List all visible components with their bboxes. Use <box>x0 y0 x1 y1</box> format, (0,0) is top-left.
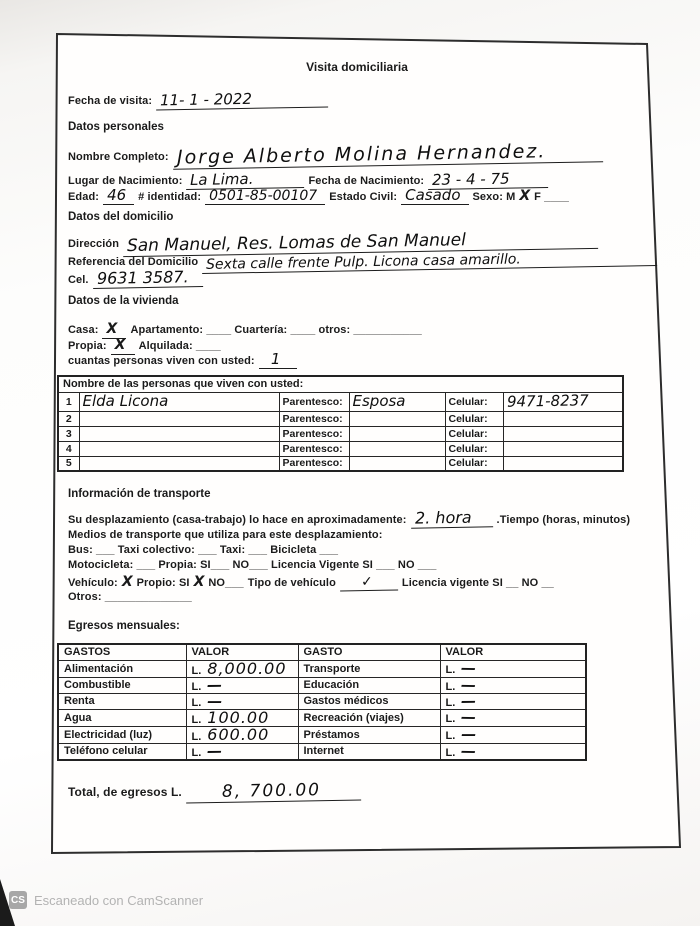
expense-value: — <box>207 691 223 710</box>
table-row <box>58 726 586 743</box>
person-relation: Esposa <box>352 391 406 410</box>
row-number: 1 <box>58 392 79 411</box>
currency-prefix: L. <box>191 730 202 743</box>
visit-date-label: Fecha de visita: <box>68 95 153 107</box>
section-transport: Información de transporte <box>68 488 211 500</box>
commute-label: Su desplazamiento (casa-trabajo) lo hace en aproximadamente: <box>68 514 407 526</box>
expense-value: 600.00 <box>207 724 270 744</box>
total-expenses-label: Total, de egresos L. <box>68 785 182 799</box>
expense-item: Préstamos <box>298 726 440 743</box>
celular-label: Celular: <box>445 456 503 471</box>
vehicle-own-si-checkmark: X <box>193 574 205 590</box>
expense-value: 8,000.00 <box>207 658 287 678</box>
currency-prefix: L. <box>191 696 202 709</box>
expense-item: Educación <box>298 677 440 693</box>
alquilada-label: Alquilada: ____ <box>138 340 221 352</box>
parentesco-label: Parentesco: <box>279 441 349 456</box>
commute-value: 2. hora <box>410 509 492 528</box>
commute-suffix-label: .Tiempo (horas, minutos) <box>496 514 631 526</box>
vehicle-checkmark: X <box>121 574 133 590</box>
celular-label: Celular: <box>445 392 503 411</box>
birth-place-label: Lugar de Nacimiento: <box>68 175 183 187</box>
table-row <box>58 693 586 709</box>
section-domicile: Datos del domicilio <box>68 211 174 223</box>
id-label: # identidad: <box>138 191 202 203</box>
table-row <box>58 441 623 456</box>
parentesco-label: Parentesco: <box>279 426 349 441</box>
license-label: Licencia vigente SI __ NO __ <box>401 577 554 589</box>
currency-prefix: L. <box>445 730 456 742</box>
transport-means-label: Medios de transporte que utiliza para este desplazamiento: <box>68 529 383 541</box>
expense-value: — <box>461 658 477 678</box>
address-label: Dirección <box>68 238 120 250</box>
col-gasto: GASTO <box>298 644 440 660</box>
vehicle-type-label: Tipo de vehículo <box>247 577 336 589</box>
cel-value: 9631 3587. <box>92 269 202 289</box>
expense-item: Gastos médicos <box>298 693 440 709</box>
row-number: 5 <box>58 456 79 471</box>
table-row <box>58 677 586 693</box>
table-row <box>58 743 586 760</box>
expense-item: Agua <box>58 709 186 726</box>
expense-value: — <box>207 675 223 694</box>
cohabitants-table-title: Nombre de las personas que viven con usted: <box>58 376 623 392</box>
expense-value: — <box>461 741 477 760</box>
expense-item: Teléfono celular <box>58 743 186 760</box>
table-row <box>58 426 623 441</box>
section-housing: Datos de la vivienda <box>68 295 179 307</box>
currency-prefix: L. <box>445 713 456 725</box>
others-label: Otros: ______________ <box>68 591 192 603</box>
table-row <box>58 456 623 471</box>
parentesco-label: Parentesco: <box>279 392 349 411</box>
table-row <box>58 392 623 411</box>
expense-item: Alimentación <box>58 660 186 677</box>
parentesco-label: Parentesco: <box>279 411 349 426</box>
celular-label: Celular: <box>445 426 503 441</box>
reference-value: Sexta calle frente Pulp. Licona casa amarillo. <box>202 250 657 274</box>
currency-prefix: L. <box>191 713 202 726</box>
expense-item: Internet <box>298 743 440 760</box>
table-row <box>58 660 586 677</box>
visit-date-value: 11- 1 - 2022 <box>156 91 328 111</box>
celular-label: Celular: <box>445 441 503 456</box>
currency-prefix: L. <box>445 680 456 693</box>
currency-prefix: L. <box>191 746 202 759</box>
reference-label: Referencia del Domicilio <box>68 256 199 268</box>
table-header-row <box>58 644 586 660</box>
persons-count-label: cuantas personas viven con usted: <box>68 355 255 367</box>
currency-prefix: L. <box>191 664 202 677</box>
vehicle-type-checkmark: ✓ <box>340 574 398 591</box>
currency-prefix: L. <box>191 680 202 693</box>
birth-date-label: Fecha de Nacimiento: <box>308 175 425 187</box>
expense-item: Recreación (viajes) <box>298 709 440 726</box>
birth-place-value: La Lima. <box>186 171 304 190</box>
expense-item: Renta <box>58 693 186 709</box>
total-expenses-value: 8, 700.00 <box>186 781 361 803</box>
propia-label: Propia: <box>68 340 107 352</box>
row-number: 3 <box>58 426 79 441</box>
id-value: 0501-85-00107 <box>205 189 325 205</box>
sex-f-label: F ____ <box>534 191 570 203</box>
casa-label: Casa: <box>68 324 99 336</box>
row-number: 4 <box>58 441 79 456</box>
form-content <box>57 33 677 855</box>
motorcycle-line-label: Motocicleta: ___ Propia: SI___ NO___ Licencia Vigente SI ___ NO ___ <box>68 559 437 571</box>
camscanner-watermark <box>9 891 203 909</box>
age-value: 46 <box>103 188 134 205</box>
person-name: Elda Licona <box>82 391 169 410</box>
expense-value: — <box>461 725 477 743</box>
vehicle-own-label: Propio: SI <box>136 577 190 589</box>
persons-count-value: 1 <box>259 352 297 369</box>
expense-value: — <box>207 741 223 760</box>
expense-value: — <box>461 691 477 710</box>
scanned-page <box>51 33 681 855</box>
civil-status-value: Casado <box>401 188 468 205</box>
civil-status-label: Estado Civil: <box>329 191 398 203</box>
casa-checkmark: X <box>102 321 126 339</box>
cohabitants-table <box>57 375 624 472</box>
full-name-value: Jorge Alberto Molina Hernandez. <box>172 141 602 170</box>
birth-date-value: 23 - 4 - 75 <box>428 171 548 190</box>
currency-prefix: L. <box>445 664 456 676</box>
section-expenses: Egresos mensuales: <box>68 620 180 632</box>
expense-value: 100.00 <box>207 707 270 727</box>
housing-options-label: Apartamento: ____ Cuartería: ____ otros: ___________ <box>130 324 422 336</box>
vehicle-label: Vehículo: <box>68 577 118 589</box>
sex-label: Sexo: M <box>472 191 516 203</box>
cel-label: Cel. <box>68 274 89 286</box>
bus-line-label: Bus: ___ Taxi colectivo: ___ Taxi: ___ Bicicleta ___ <box>68 544 339 556</box>
row-number: 2 <box>58 411 79 426</box>
table-row <box>58 709 586 726</box>
expenses-table <box>57 643 587 761</box>
currency-prefix: L. <box>445 696 456 709</box>
parentesco-label: Parentesco: <box>279 456 349 471</box>
expense-item: Transporte <box>298 660 440 677</box>
col-valor-right: VALOR <box>440 644 586 660</box>
camscanner-watermark-text: Escaneado con CamScanner <box>34 892 204 908</box>
full-name-label: Nombre Completo: <box>68 151 169 163</box>
table-row <box>58 411 623 426</box>
section-personal: Datos personales <box>68 121 164 133</box>
expense-value: — <box>461 707 477 727</box>
expense-item: Combustible <box>58 677 186 693</box>
camscanner-logo-icon: CS <box>9 891 27 909</box>
vehicle-own-no-label: NO___ <box>208 577 244 589</box>
sex-m-checkmark: X <box>519 188 531 204</box>
col-gastos: GASTOS <box>58 644 186 660</box>
expense-value: — <box>461 675 477 694</box>
col-valor-left: VALOR <box>186 644 298 660</box>
person-phone: 9471-8237 <box>506 390 589 411</box>
currency-prefix: L. <box>445 746 456 759</box>
age-label: Edad: <box>68 191 100 203</box>
expense-item: Electricidad (luz) <box>58 726 186 743</box>
propia-checkmark: X <box>111 337 135 355</box>
celular-label: Celular: <box>445 411 503 426</box>
address-value: San Manuel, Res. Lomas de San Manuel <box>123 230 598 257</box>
form-title: Visita domiciliaria <box>306 60 408 74</box>
